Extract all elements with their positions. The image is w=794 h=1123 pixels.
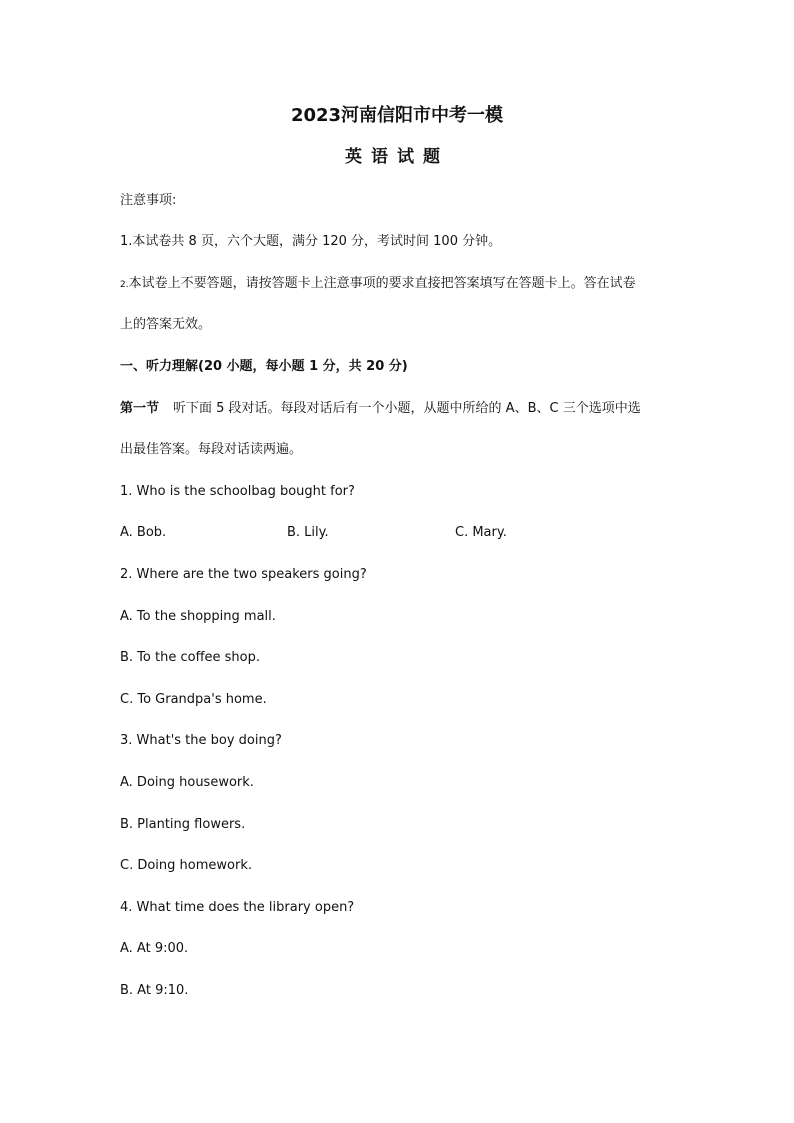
part-1-instructions-continued: 出最佳答案。每段对话读两遍。	[120, 442, 303, 457]
question-3-option-c: C. Doing homework.	[120, 858, 252, 873]
question-4: 4. What time does the library open?	[120, 900, 355, 915]
notice-heading: 注意事项:	[120, 193, 177, 208]
question-4-option-b: B. At 9:10.	[120, 983, 189, 998]
part-1-instructions	[120, 400, 641, 418]
question-4-option-a: A. At 9:00.	[120, 941, 189, 956]
notice-item-2-number: 2.	[120, 280, 129, 290]
question-3-option-a: A. Doing housework.	[120, 775, 254, 790]
notice-item-2-continued: 上的答案无效。	[120, 317, 212, 332]
exam-subtitle: 英语试题	[345, 147, 449, 167]
question-1: 1. Who is the schoolbag bought for?	[120, 484, 355, 499]
notice-item-2-text: 本试卷上不要答题，请按答题卡上注意事项的要求直接把答案填写在答题卡上。答在试卷	[128, 276, 636, 291]
question-2-option-c: C. To Grandpa's home.	[120, 692, 267, 707]
section-heading-listening: 一、听力理解(20 小题，每小题 1 分，共 20 分)	[120, 359, 408, 374]
question-1-option-a: A. Bob.	[120, 525, 167, 540]
question-2-option-b: B. To the coffee shop.	[120, 650, 261, 665]
question-2: 2. Where are the two speakers going?	[120, 567, 367, 582]
notice-item-1: 1.本试卷共 8 页，六个大题，满分 120 分，考试时间 100 分钟。	[120, 234, 502, 249]
part-1-label: 第一节	[120, 401, 160, 416]
question-2-option-a: A. To the shopping mall.	[120, 609, 276, 624]
notice-item-2	[120, 275, 636, 294]
question-3-option-b: B. Planting flowers.	[120, 817, 246, 832]
question-1-option-c: C. Mary.	[455, 525, 507, 540]
question-1-option-b: B. Lily.	[287, 525, 329, 540]
question-3: 3. What's the boy doing?	[120, 733, 282, 748]
exam-title: 2023河南信阳市中考一模	[290, 105, 504, 126]
part-1-text: 听下面 5 段对话。每段对话后有一个小题，从题中所给的 A、B、C 三个选项中选	[173, 401, 641, 416]
